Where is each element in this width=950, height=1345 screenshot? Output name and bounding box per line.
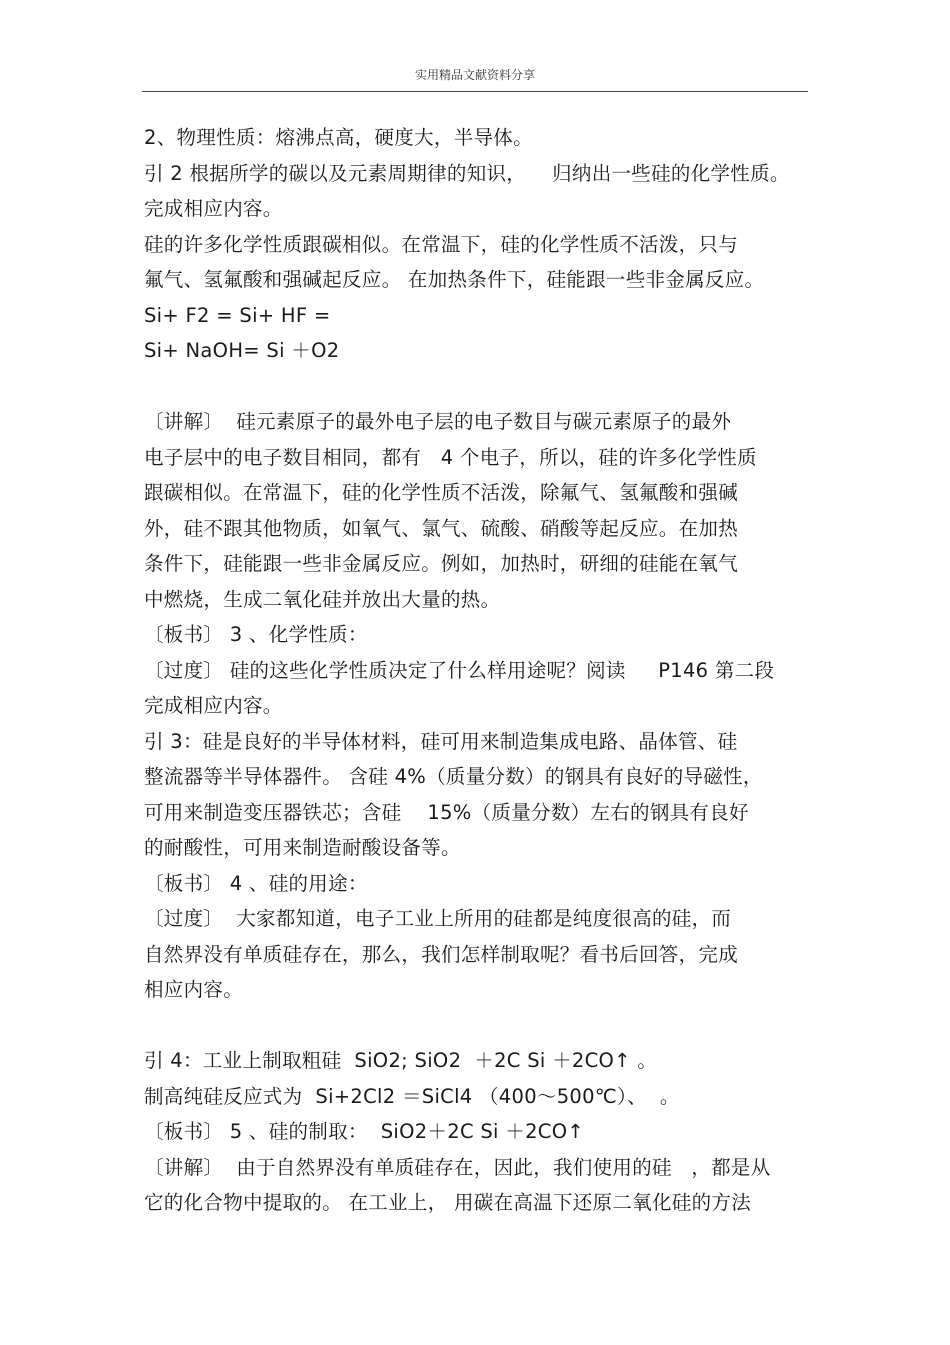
text-line: 〔过度〕 大家都知道，电子工业上所用的硅都是纯度很高的硅，而	[144, 907, 732, 930]
text-line: 完成相应内容。	[144, 694, 283, 717]
text-line: 制高纯硅反应式为 Si+2Cl2 ＝SiCl4 （400～500℃）、 。	[144, 1084, 680, 1108]
text-line: 中燃烧，生成二氧化硅并放出大量的热。	[144, 587, 501, 611]
text-line: 〔板书〕 4 、硅的用途：	[144, 871, 368, 895]
text-line: 跟碳相似。在常温下，硅的化学性质不活泼，除氟气、氢氟酸和强碱	[144, 481, 739, 504]
text-line: 引 4：工业上制取粗硅 SiO2; SiO2 ＋2C Si ＋2CO↑ 。	[144, 1049, 658, 1072]
text-line: 〔板书〕 3 、化学性质：	[144, 623, 368, 646]
text-line: 引 3：硅是良好的半导体材料，硅可用来制造集成电路、晶体管、硅	[144, 729, 738, 753]
text-line: 2、物理性质：熔沸点高，硬度大，半导体。	[144, 126, 533, 149]
text-line: 的耐酸性，可用来制造耐酸设备等。	[144, 836, 461, 859]
blank-line	[144, 369, 824, 405]
equation-line: Si+ F2 = Si+ HF =	[144, 303, 331, 327]
text-line: 电子层中的电子数目相同，都有 4 个电子，所以，硅的许多化学性质	[144, 445, 757, 469]
blank-line	[144, 1008, 824, 1044]
text-line: 氟气、氢氟酸和强碱起反应。 在加热条件下，硅能跟一些非金属反应。	[144, 268, 765, 291]
header-divider	[142, 91, 808, 92]
equation-line: Si+ NaOH= Si ＋O2	[144, 339, 340, 362]
text-line: 条件下，硅能跟一些非金属反应。例如，加热时，研细的硅能在氧气	[144, 552, 739, 575]
text-line: 〔讲解〕 硅元素原子的最外电子层的电子数目与碳元素原子的最外	[144, 410, 732, 433]
text-line: 〔过度〕 硅的这些化学性质决定了什么样用途呢？阅读 P146 第二段	[144, 658, 775, 682]
text-line: 引 2 根据所学的碳以及元素周期律的知识， 归纳出一些硅的化学性质。	[144, 161, 790, 185]
text-line: 〔板书〕 5 、硅的制取： SiO2＋2C Si ＋2CO↑	[144, 1120, 584, 1143]
document-body	[144, 120, 824, 1221]
text-line: 硅的许多化学性质跟碳相似。在常温下，硅的化学性质不活泼，只与	[144, 232, 739, 256]
text-line: 整流器等半导体器件。 含硅 4%（质量分数）的钢具有良好的导磁性，	[144, 765, 763, 788]
text-line: 相应内容。	[144, 978, 244, 1001]
text-line: 可用来制造变压器铁芯；含硅 15%（质量分数）左右的钢具有良好	[144, 800, 749, 824]
text-line: 完成相应内容。	[144, 197, 283, 220]
text-line: 它的化合物中提取的。 在工业上， 用碳在高温下还原二氧化硅的方法	[144, 1191, 751, 1214]
text-line: 自然界没有单质硅存在，那么，我们怎样制取呢？看书后回答，完成	[144, 942, 739, 966]
text-line: 外，硅不跟其他物质，如氧气、氯气、硫酸、硝酸等起反应。在加热	[144, 516, 739, 540]
page-header-title: 实用精品文献资料分享	[414, 68, 535, 82]
text-line: 〔讲解〕 由于自然界没有单质硅存在，因此，我们使用的硅 ，都是从	[144, 1155, 771, 1179]
